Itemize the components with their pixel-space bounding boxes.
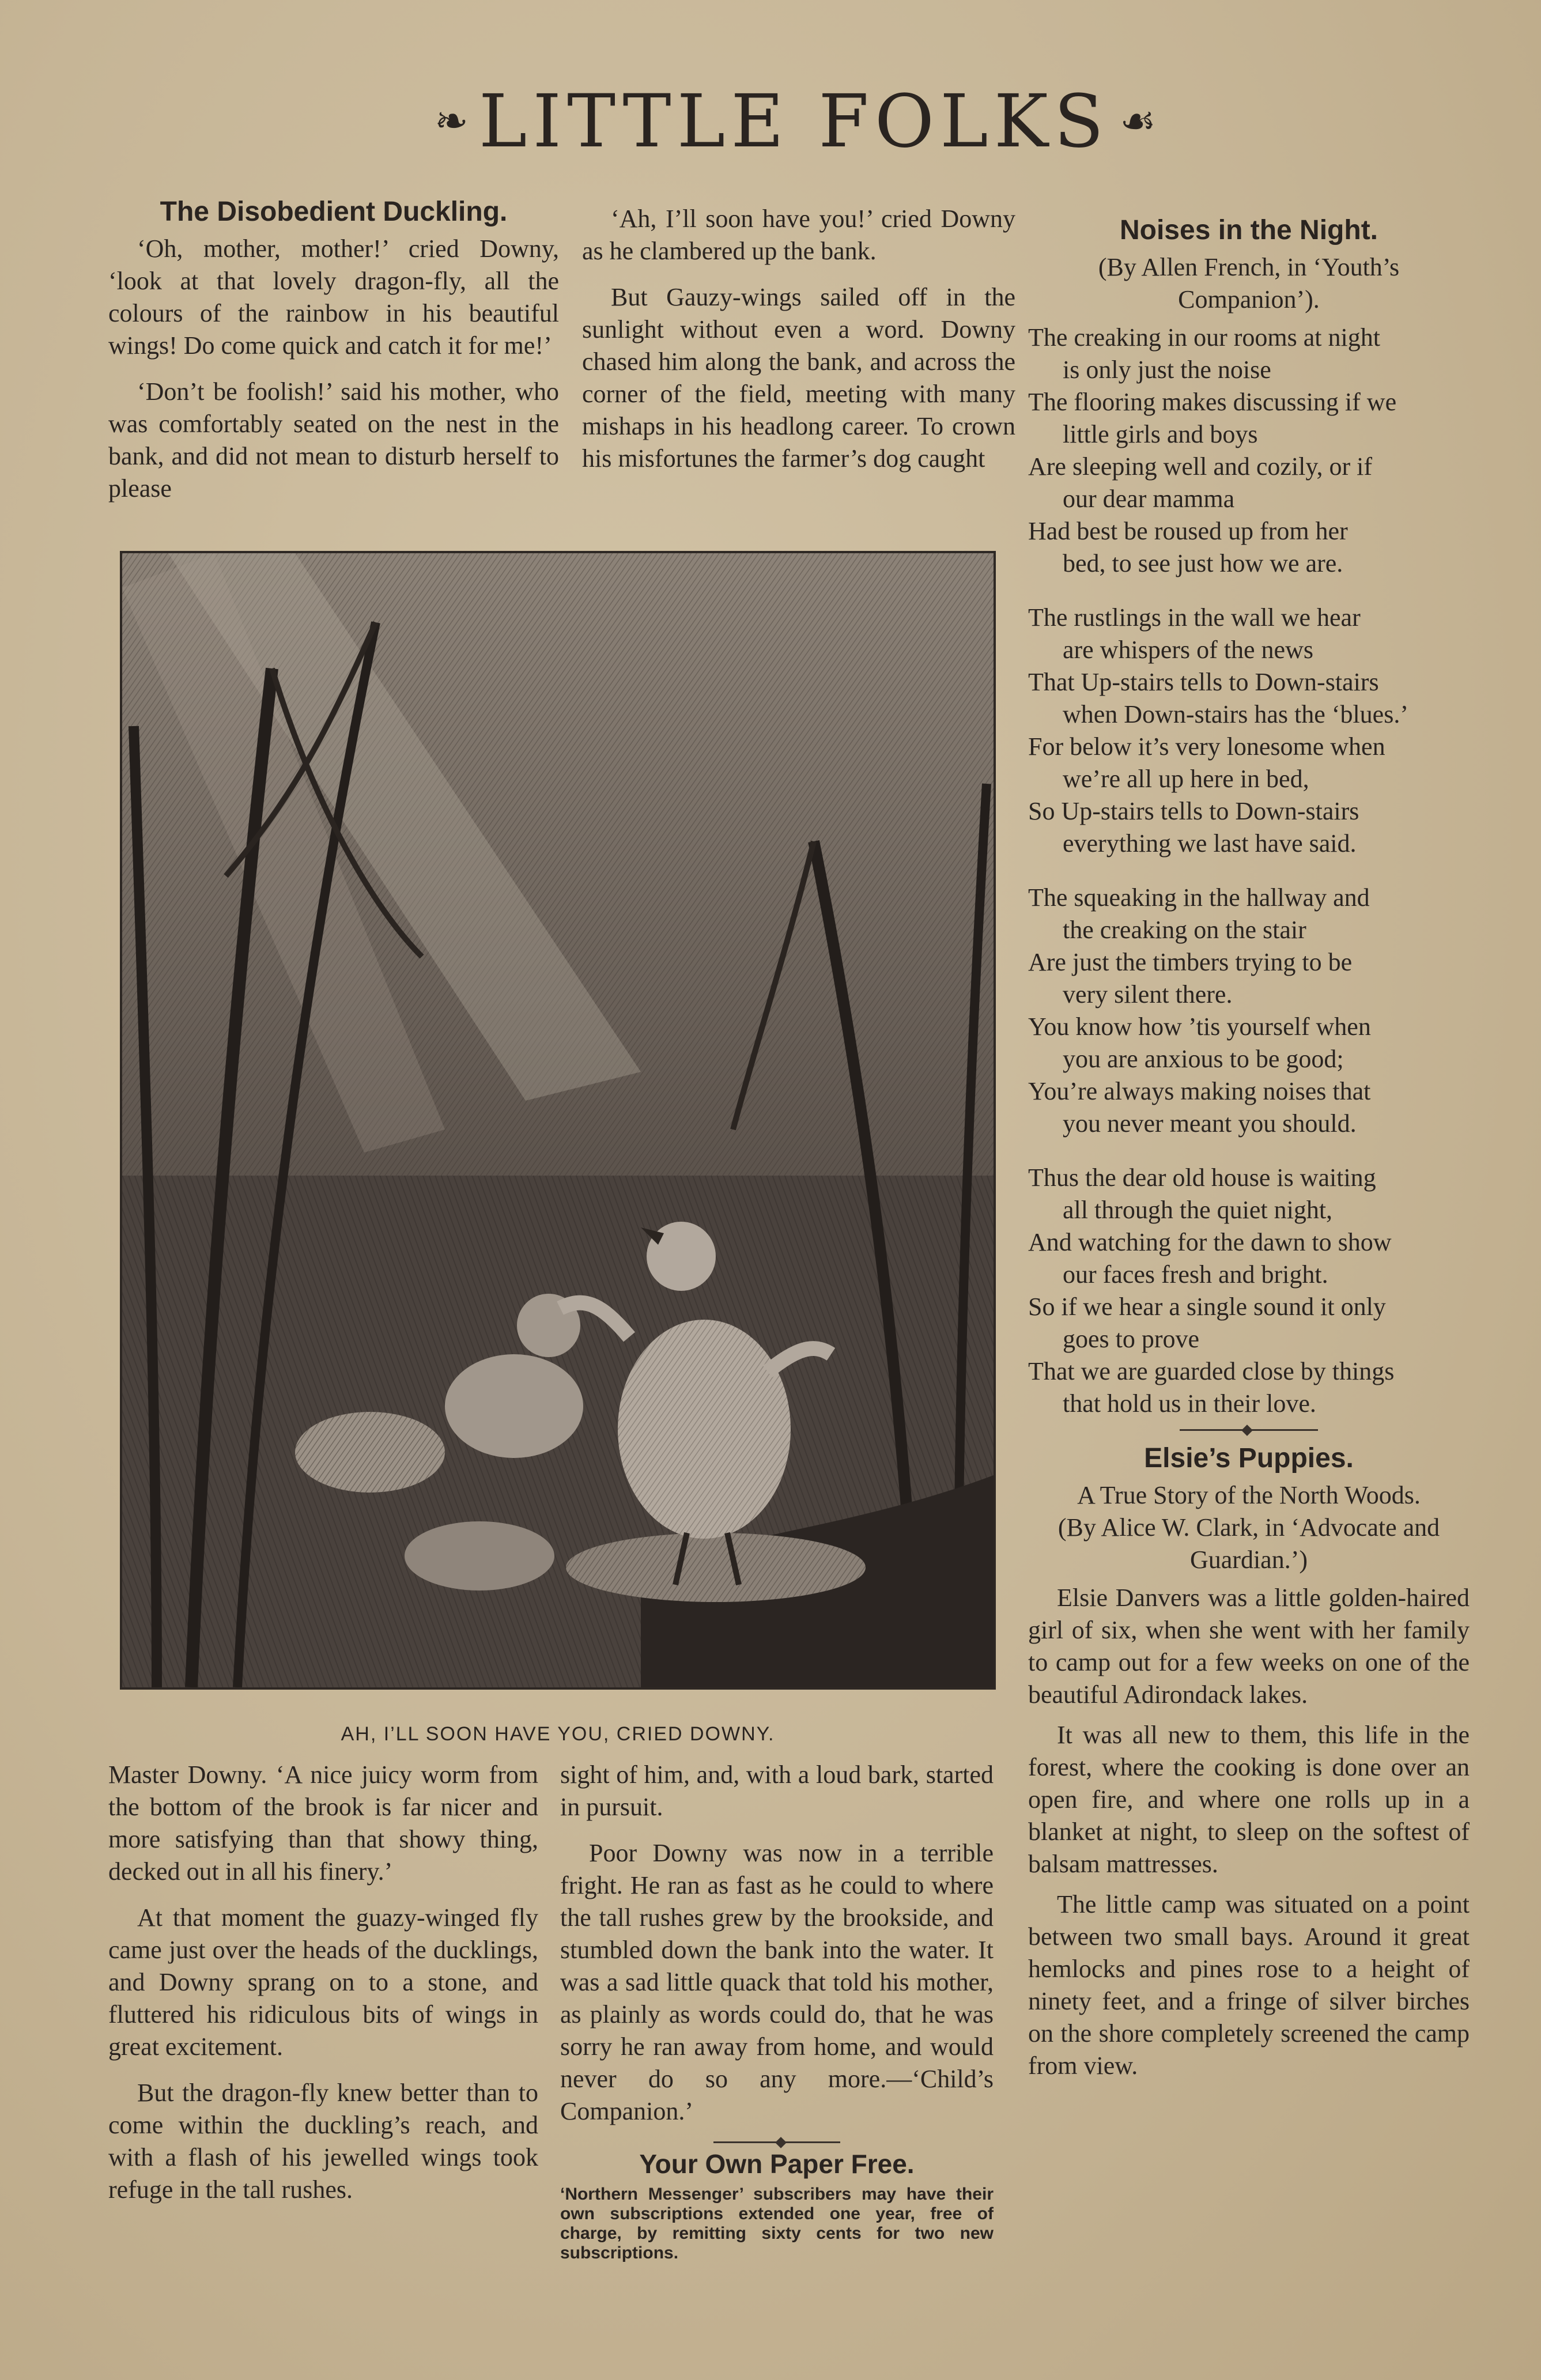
story-title: The Disobedient Duckling. [160, 197, 508, 227]
paragraph: ‘Oh, mother, mother!’ cried Downy, ‘look at that lovely dragon-fly, all the colours of the rainbow in his beautiful wings! Do come quick and catch it for me!’ [108, 235, 559, 360]
poem-line: is only just the noise [1063, 356, 1271, 384]
notice-title: Your Own Paper Free. [639, 2149, 915, 2179]
paragraph: It was all new to them, this life in the forest, where the cooking is done over an open fire, and where one rolls up in a blanket at night, to sleep on the softest of balsam mattresses. [1028, 1721, 1470, 1878]
poem-line: the creaking on the stair [1063, 916, 1306, 944]
paragraph: The little camp was situated on a point between two small bays. Around it great hemlocks and pines rose to a height of ninety feet, and a fringe of silver birches on the shore completely screened the camp from view. [1028, 1890, 1470, 2080]
divider [1180, 1429, 1318, 1431]
story-column-1-bottom [108, 1759, 538, 2220]
poem-line: And watching for the dawn to show [1028, 1228, 1392, 1256]
story-column-2-top [582, 203, 1015, 489]
poem-byline: (By Allen French, in ‘Youth’s Companion’). [1098, 253, 1400, 313]
poem-line: we’re all up here in bed, [1063, 765, 1309, 793]
paragraph: ‘Don’t be foolish!’ said his mother, who was comfortably seated on the nest in the bank, and did not mean to disturb herself to please [108, 377, 559, 503]
poem-line: For below it’s very lonesome when [1028, 732, 1385, 761]
engraving-illustration [122, 553, 994, 1687]
paragraph: At that moment the guazy-winged fly came just over the heads of the ducklings, and Downy sprang on to a stone, and fluttered his ridiculous bits of wings in great excitement. [108, 1903, 538, 2061]
elsie-byline: (By Alice W. Clark, in ‘Advocate and Guardian.’) [1057, 1513, 1440, 1574]
paragraph: But the dragon-fly knew better than to come within the duckling’s reach, and with a flash of his jewelled wings took refuge in the tall rushes. [108, 2079, 538, 2204]
masthead-title: LITTLE FOLKS [478, 78, 1110, 164]
poem-line: everything we last have said. [1063, 829, 1357, 857]
poem-line: So Up-stairs tells to Down-stairs [1028, 797, 1359, 825]
poem-stanza [1028, 602, 1470, 860]
poem-column [1028, 214, 1470, 2096]
poem-line: all through the quiet night, [1063, 1196, 1333, 1224]
poem-line: little girls and boys [1063, 420, 1258, 448]
poem-line: our faces fresh and bright. [1063, 1260, 1328, 1289]
illustration-caption: AH, I’LL SOON HAVE YOU, CRIED DOWNY. [341, 1723, 775, 1745]
poem-line: So if we hear a single sound it only [1028, 1293, 1386, 1321]
ornament-right-icon: ☙ [1120, 99, 1156, 144]
paragraph: Elsie Danvers was a little golden-haired girl of six, when she went with her family to camp out for a few weeks on one of the beautiful Adirondack lakes. [1028, 1584, 1470, 1709]
poem-title: Noises in the Night. [1119, 215, 1378, 245]
poem-line: when Down-stairs has the ‘blues.’ [1063, 700, 1408, 728]
story-column-1-top [108, 196, 559, 519]
poem-line: That Up-stairs tells to Down-stairs [1028, 668, 1379, 696]
paragraph: Master Downy. ‘A nice juicy worm from the bottom of the brook is far nicer and more satisfying than that showy thing, decked out in all his finery.’ [108, 1761, 538, 1886]
poem-line: Had best be roused up from her [1028, 517, 1348, 545]
poem-stanza [1028, 882, 1470, 1140]
story-column-2-bottom [560, 1759, 994, 2263]
poem-line: bed, to see just how we are. [1063, 549, 1343, 577]
poem-line: goes to prove [1063, 1325, 1200, 1353]
poem-line: Are sleeping well and cozily, or if [1028, 452, 1373, 481]
poem-line: very silent there. [1063, 980, 1233, 1008]
poem-stanza [1028, 1162, 1470, 1420]
elsie-title: Elsie’s Puppies. [1144, 1443, 1354, 1474]
poem-line: The creaking in our rooms at night [1028, 323, 1380, 352]
paragraph: sight of him, and, with a loud bark, started in pursuit. [560, 1761, 994, 1821]
poem-line: You know how ’tis yourself when [1028, 1013, 1371, 1041]
poem-line: That we are guarded close by things [1028, 1357, 1395, 1385]
poem-line: The squeaking in the hallway and [1028, 883, 1370, 912]
elsie-subtitle: A True Story of the North Woods. [1077, 1481, 1421, 1509]
poem-line: our dear mamma [1063, 485, 1235, 513]
masthead [369, 78, 1222, 164]
poem-line: Thus the dear old house is waiting [1028, 1163, 1376, 1192]
poem-line: The rustlings in the wall we hear [1028, 603, 1361, 632]
paragraph: But Gauzy-wings sailed off in the sunlight without even a word. Downy chased him along the bank, and across the corner of the field, meeting with many mishaps in his headlong career. To crown his misfortunes the farmer’s dog caught [582, 283, 1015, 473]
paragraph: Poor Downy was now in a terrible fright. He ran as fast as he could to where the tall rushes grew by the brookside, and stumbled down the bank into the water. It was a sad little quack that told his mother, as plainly as words could do, that he was sorry he ran away from home, and would never do so any more.—‘Child’s Companion.’ [560, 1839, 994, 2125]
poem-line: that hold us in their love. [1063, 1389, 1316, 1418]
notice-body: ‘Northern Messenger’ subscribers may have their own subscriptions extended one year, free of charge, by remitting sixty cents for two new subscriptions. [560, 2185, 994, 2262]
poem-line: You’re always making noises that [1028, 1077, 1371, 1105]
duckling-engraving [120, 551, 996, 1690]
ornament-left-icon: ❧ [435, 99, 469, 144]
poem-line: you never meant you should. [1063, 1109, 1357, 1138]
poem-line: are whispers of the news [1063, 636, 1313, 664]
paragraph: ‘Ah, I’ll soon have you!’ cried Downy as he clambered up the bank. [582, 205, 1015, 265]
poem-line: you are anxious to be good; [1063, 1045, 1344, 1073]
divider [713, 2141, 840, 2143]
poem-line: Are just the timbers trying to be [1028, 948, 1353, 976]
poem-stanza [1028, 322, 1470, 580]
poem-line: The flooring makes discussing if we [1028, 388, 1397, 416]
